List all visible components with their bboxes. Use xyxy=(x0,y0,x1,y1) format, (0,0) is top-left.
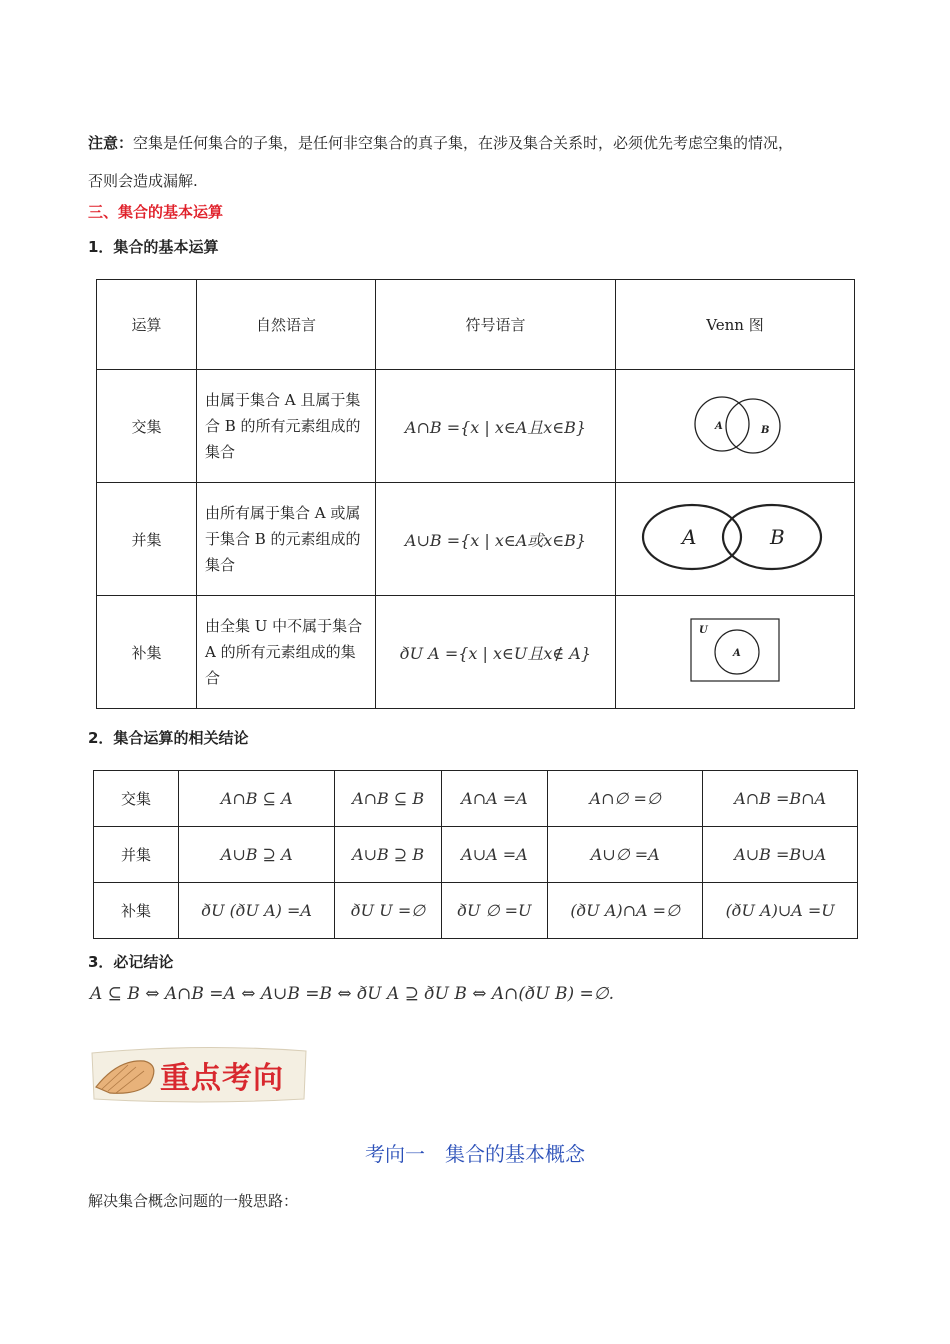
operations-table xyxy=(96,279,855,709)
cell: (ðU A)∩A =∅ xyxy=(548,883,703,939)
venn-complement xyxy=(616,596,855,709)
row-symbol: ðU A ={x | x∈U且x∉ A} xyxy=(376,596,616,709)
cell: A∪A =A xyxy=(441,827,547,883)
note-paragraph xyxy=(88,124,888,200)
conclusions-table xyxy=(93,770,858,939)
row-name: 补集 xyxy=(97,596,197,709)
cell: (ðU A)∪A =U xyxy=(703,883,858,939)
row-name: 补集 xyxy=(94,883,179,939)
cell: A∩B ⊆ A xyxy=(179,771,335,827)
row-desc: 由属于集合 A 且属于集合 B 的所有元素组成的集合 xyxy=(197,370,376,483)
cell: A∪B =B∪A xyxy=(703,827,858,883)
row-desc: 由所有属于集合 A 或属于集合 B 的元素组成的集合 xyxy=(197,483,376,596)
venn-label-a: A xyxy=(682,525,697,549)
venn-label-u: U xyxy=(699,625,708,636)
cell: A∩B =B∩A xyxy=(703,771,858,827)
row-name: 并集 xyxy=(97,483,197,596)
venn-label-b: B xyxy=(770,525,785,549)
row-name: 交集 xyxy=(94,771,179,827)
row-desc: 由全集 U 中不属于集合 A 的所有元素组成的集合 xyxy=(197,596,376,709)
cell: ðU ∅ =U xyxy=(441,883,547,939)
row-name: 交集 xyxy=(97,370,197,483)
cell: ðU (ðU A) =A xyxy=(179,883,335,939)
venn-label-a: A xyxy=(733,648,741,659)
venn-union xyxy=(616,483,855,596)
intro-text: 解决集合概念问题的一般思路： xyxy=(88,1192,299,1210)
cell: A∪B ⊇ B xyxy=(335,827,441,883)
note-label: 注意： xyxy=(88,134,134,152)
header-op: 运算 xyxy=(97,280,197,370)
note-line1: 空集是任何集合的子集，是任何非空集合的真子集，在涉及集合关系时，必须优先考虑空集的情况， xyxy=(133,134,794,152)
cell: A∩B ⊆ B xyxy=(335,771,441,827)
cell: A∪∅ =A xyxy=(548,827,703,883)
section-title: 三、集合的基本运算 xyxy=(88,203,224,221)
header-symbol: 符号语言 xyxy=(376,280,616,370)
key-formula: A ⊆ B ⇔ A∩B =A ⇔ A∪B =B ⇔ ðU A ⊇ ðU B ⇔ A∩(ðU B) =∅. xyxy=(90,984,614,1004)
row-symbol: A∩B ={x | x∈A且x∈B} xyxy=(376,370,616,483)
venn-label-a: A xyxy=(715,421,723,432)
venn-intersection xyxy=(616,370,855,483)
note-line2: 否则会造成漏解. xyxy=(88,172,198,190)
subheading-1: 1．集合的基本运算 xyxy=(88,238,219,256)
cell: ðU U =∅ xyxy=(335,883,441,939)
cell: A∩A =A xyxy=(441,771,547,827)
cell: A∩∅ =∅ xyxy=(548,771,703,827)
section-heading: 考向一 集合的基本概念 xyxy=(365,1142,585,1166)
venn-label-b: B xyxy=(761,425,770,436)
row-symbol: A∪B ={x | x∈A或x∈B} xyxy=(376,483,616,596)
row-name: 并集 xyxy=(94,827,179,883)
header-natural: 自然语言 xyxy=(197,280,376,370)
subheading-3: 3．必记结论 xyxy=(88,953,174,971)
cell: A∪B ⊇ A xyxy=(179,827,335,883)
banner-text: 重点考向 xyxy=(160,1061,284,1096)
focus-banner xyxy=(88,1043,310,1107)
header-venn: Venn 图 xyxy=(616,280,855,370)
subheading-2: 2．集合运算的相关结论 xyxy=(88,729,249,747)
